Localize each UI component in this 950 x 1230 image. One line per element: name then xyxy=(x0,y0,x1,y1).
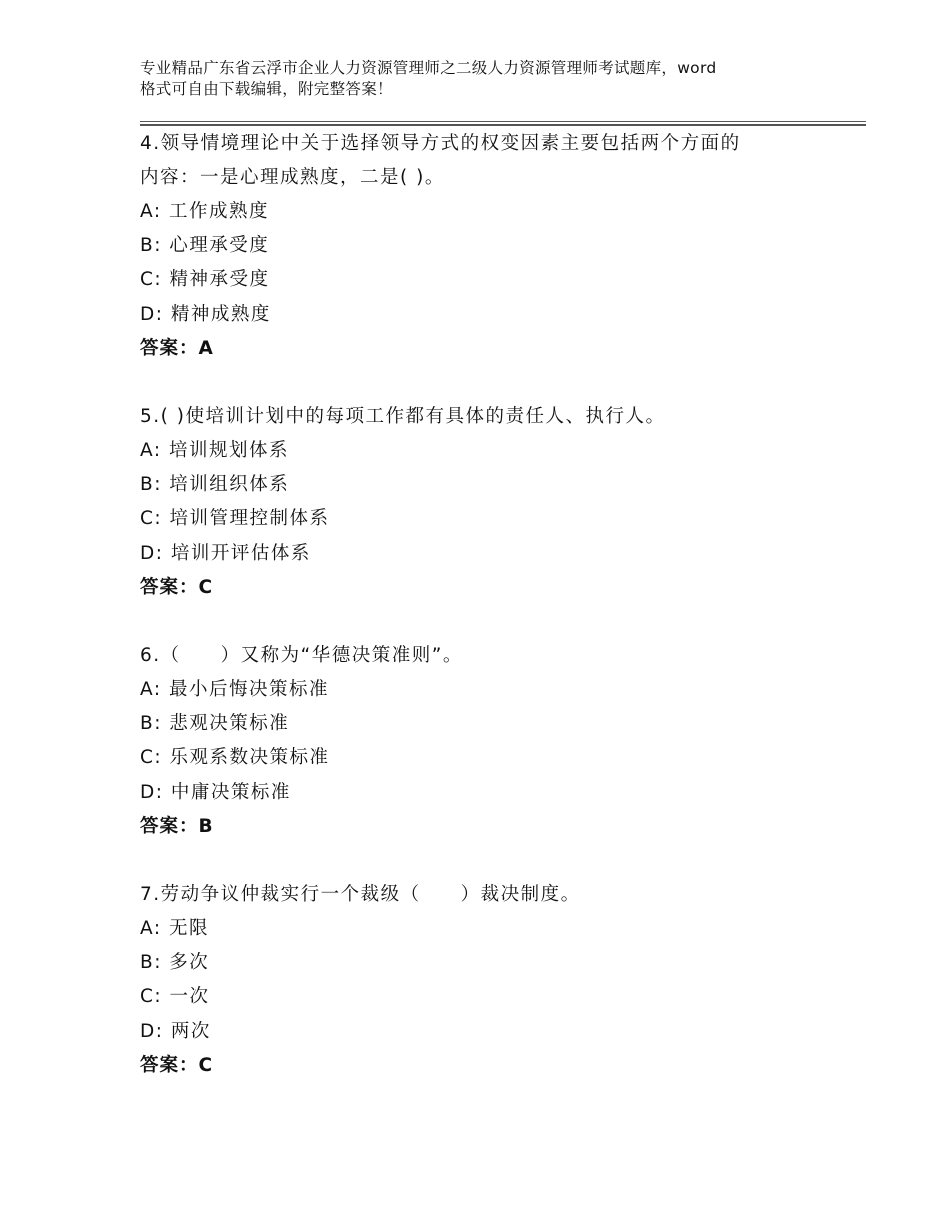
answer-text: 答案：A xyxy=(140,337,214,359)
option-a: A: 工作成熟度 xyxy=(140,201,269,222)
document-header xyxy=(140,58,860,100)
question-4 xyxy=(140,127,840,366)
question-text-line: 6.（ ）又称为“华德决策准则”。 xyxy=(140,645,463,666)
option-b: B: 培训组织体系 xyxy=(140,474,290,496)
question-7 xyxy=(140,878,840,1083)
question-6 xyxy=(140,639,840,844)
question-text-line: 4.领导情境理论中关于选择领导方式的权变因素主要包括两个方面的 xyxy=(140,133,741,154)
option-c: C: 乐观系数决策标准 xyxy=(140,747,330,769)
option-c: C: 一次 xyxy=(140,986,210,1008)
option-c: C: 培训管理控制体系 xyxy=(140,508,330,530)
header-divider-thick xyxy=(140,124,866,126)
option-b: B: 多次 xyxy=(140,952,210,974)
question-text-line: 内容：一是心理成熟度，二是( )。 xyxy=(140,167,445,188)
question-text-line: 7.劳动争议仲裁实行一个裁级（ ）裁决制度。 xyxy=(140,884,581,905)
option-a: A: 最小后悔决策标准 xyxy=(140,679,329,700)
option-b: B: 悲观决策标准 xyxy=(140,713,290,735)
header-line-1: 专业精品广东省云浮市企业人力资源管理师之二级人力资源管理师考试题库，word xyxy=(140,59,717,77)
option-a: A: 培训规划体系 xyxy=(140,440,289,461)
option-b: B: 心理承受度 xyxy=(140,235,270,257)
answer-text: 答案：C xyxy=(140,576,214,598)
option-a: A: 无限 xyxy=(140,918,209,939)
option-d: D: 两次 xyxy=(140,1020,211,1042)
option-d: D: 培训开评估体系 xyxy=(140,542,311,564)
question-5 xyxy=(140,400,840,605)
option-d: D: 精神成熟度 xyxy=(140,303,271,325)
answer-text: 答案：B xyxy=(140,815,214,837)
option-d: D: 中庸决策标准 xyxy=(140,781,291,803)
question-text-line: 5.( )使培训计划中的每项工作都有具体的责任人、执行人。 xyxy=(140,406,666,427)
header-line-2: 格式可自由下载编辑，附完整答案！ xyxy=(140,80,393,98)
header-divider-thin xyxy=(140,121,866,122)
answer-text: 答案：C xyxy=(140,1054,214,1076)
option-c: C: 精神承受度 xyxy=(140,269,270,291)
